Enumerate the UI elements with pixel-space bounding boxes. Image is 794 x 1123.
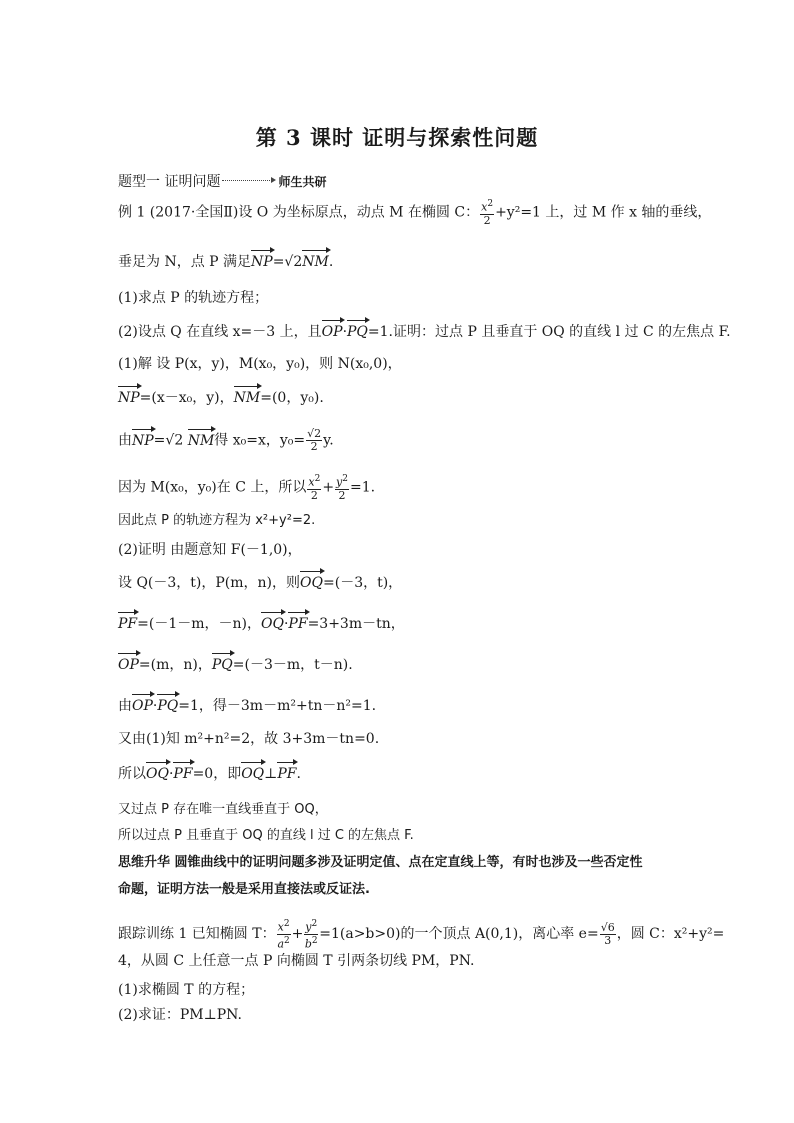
vector-pf: PF	[288, 616, 308, 632]
text-segment: =(x－x₀，y)，	[139, 390, 234, 406]
section-label: 题型一 证明问题	[118, 174, 221, 190]
text-segment: 例 1 (2017·全国Ⅱ)设 O 为坐标原点，动点 M 在椭圆 C：	[118, 204, 480, 221]
vector-oq: OQ	[261, 616, 284, 632]
example-line-1	[118, 198, 711, 227]
text-segment: =(－3，t)，	[323, 575, 403, 591]
vector-pq: PQ	[211, 657, 233, 673]
vector-oq: OQ	[300, 575, 323, 591]
text-segment: ，圆 C：x²+y²=	[616, 926, 725, 943]
text-segment: 由	[118, 698, 132, 714]
practice-question-1: (1)求椭圆 T 的方程；	[118, 982, 255, 998]
text-segment: 由	[118, 432, 132, 449]
vector-op: OP	[132, 698, 153, 714]
vector-pq: PQ	[157, 698, 179, 714]
text-segment: 跟踪训练 1 已知椭圆 T：	[118, 926, 276, 943]
vector-nm: NM	[187, 432, 215, 449]
text-segment: 得 x₀=x，y₀=	[214, 432, 306, 449]
vector-op: OP	[321, 324, 343, 340]
text-segment: y.	[323, 432, 334, 449]
solution-line-9	[118, 655, 353, 675]
solution-line-10: 由OP·PQ=1，得－3m－m²+tn－n²=1.	[118, 698, 377, 714]
text-segment: =(－1－m，－n)，	[137, 616, 261, 632]
summary-line-2: 命题，证明方法一般是采用直接法或反证法.	[118, 882, 370, 897]
text-segment: +y²=1 上，过 M 作 x 轴的垂线，	[495, 204, 712, 221]
solution-line-12: 所以OQ·PF=0，即OQ⊥PF.	[118, 766, 301, 782]
fraction: $\frac{√2}{2}$	[307, 427, 322, 453]
solution-line-6: (2)证明 由题意知 F(－1,0)，	[118, 542, 302, 558]
practice-line-1: 跟踪训练 1 已知椭圆 T： $\frac{x^2}{a^2}$ + $\frac{y^2}{b^2}$ =1(a>b>0)的一个顶点 A(0,1)，离心率 e= $\frac{√6}{3}$ ，圆 C：x²+y²=	[118, 919, 725, 951]
text-segment: =(0，y₀).	[260, 390, 324, 406]
text-segment: 因为 M(x₀，y₀)在 C 上，所以	[118, 479, 307, 496]
practice-line-2: 4，从圆 C 上任意一点 P 向椭圆 T 引两条切线 PM，PN.	[118, 953, 475, 969]
section-tag: 师生共研	[278, 174, 327, 189]
vector-oq: OQ	[241, 766, 265, 782]
vector-nm: NM	[233, 390, 261, 406]
fraction: $\frac{y^2}{b^2}$	[304, 919, 318, 951]
section-heading	[118, 171, 326, 191]
solution-line-14: 所以过点 P 且垂直于 OQ 的直线 l 过 C 的左焦点 F.	[118, 828, 414, 843]
vector-pf: PF	[173, 766, 193, 782]
vector-np: NP	[251, 254, 273, 270]
solution-line-8: PF=(－1－m，－n)，OQ·PF=3+3m－tn，	[118, 616, 405, 632]
vector-nm: NM	[302, 254, 329, 270]
solution-line-7	[118, 573, 402, 593]
question-2: (2)设点 Q 在直线 x=－3 上，且OP·PQ=1.证明：过点 P 且垂直于 OQ 的直线 l 过 C 的左焦点 F.	[118, 324, 731, 340]
summary-line-1: 思维升华 圆锥曲线中的证明问题多涉及证明定值、点在定直线上等，有时也涉及一些否定性	[118, 855, 643, 870]
fraction: $\frac{x^2}{2}$	[308, 474, 321, 502]
text-segment: =1.	[350, 479, 376, 496]
solution-line-3: 由NP=√2 NM得 x₀=x，y₀= $\frac{√2}{2}$ y.	[118, 427, 334, 453]
solution-line-11: 又由(1)知 m²+n²=2，故 3+3m－tn=0.	[118, 731, 380, 747]
vector-oq: OQ	[146, 766, 169, 782]
fraction: $\frac{√6}{3}$	[600, 920, 615, 947]
text-segment: =√2	[272, 254, 303, 270]
practice-question-2: (2)求证：PM⊥PN.	[118, 1007, 242, 1023]
vector-np: NP	[118, 390, 140, 406]
text-segment: =(m，n)，	[138, 657, 212, 673]
text-segment: =3+3m－tn，	[307, 616, 405, 632]
text-segment: 所以	[118, 766, 146, 782]
page-title: 第 3 课时 证明与探索性问题	[255, 125, 539, 150]
solution-line-4: 因为 M(x₀，y₀)在 C 上，所以 $\frac{x^2}{2}$ + $\frac{y^2}{2}$ =1.	[118, 474, 376, 502]
vector-pf: PF	[118, 616, 138, 632]
fraction: $\frac{y^2}{2}$	[336, 474, 348, 502]
solution-line-1: (1)解 设 P(x，y)，M(x₀，y₀)，则 N(x₀,0)，	[118, 356, 402, 372]
text-segment: =(－3－m，t－n).	[232, 657, 353, 673]
solution-line-5: 因此点 P 的轨迹方程为 x²+y²=2.	[118, 513, 316, 528]
vector-op: OP	[118, 657, 139, 673]
example-line-2: 垂足为 N，点 P 满足NP=√2NM.	[118, 254, 334, 270]
text-segment: =0，即	[192, 766, 242, 782]
question-1: (1)求点 P 的轨迹方程；	[118, 290, 269, 306]
vector-np: NP	[132, 432, 154, 449]
fraction: $\frac{x^2}{a^2}$	[277, 919, 290, 951]
text-segment: 垂足为 N，点 P 满足	[118, 254, 252, 270]
text-segment: (2)设点 Q 在直线 x=－3 上，且	[118, 324, 322, 340]
fraction: $\frac{x^2}{2}$	[481, 199, 494, 227]
text-segment: =1(a>b>0)的一个顶点 A(0,1)，离心率 e=	[319, 926, 599, 943]
text-segment: =1，得－3m－m²+tn－n²=1.	[178, 698, 377, 714]
text-segment: =1.证明：过点 P 且垂直于 OQ 的直线 l 过 C 的左焦点 F.	[367, 324, 731, 340]
text-segment: 设 Q(－3，t)，P(m，n)，则	[118, 575, 301, 591]
vector-pq: PQ	[347, 324, 368, 340]
vector-pf: PF	[277, 766, 297, 782]
solution-line-2	[118, 388, 324, 408]
solution-line-13: 又过点 P 存在唯一直线垂直于 OQ，	[118, 802, 328, 817]
arrow-icon	[222, 180, 272, 181]
